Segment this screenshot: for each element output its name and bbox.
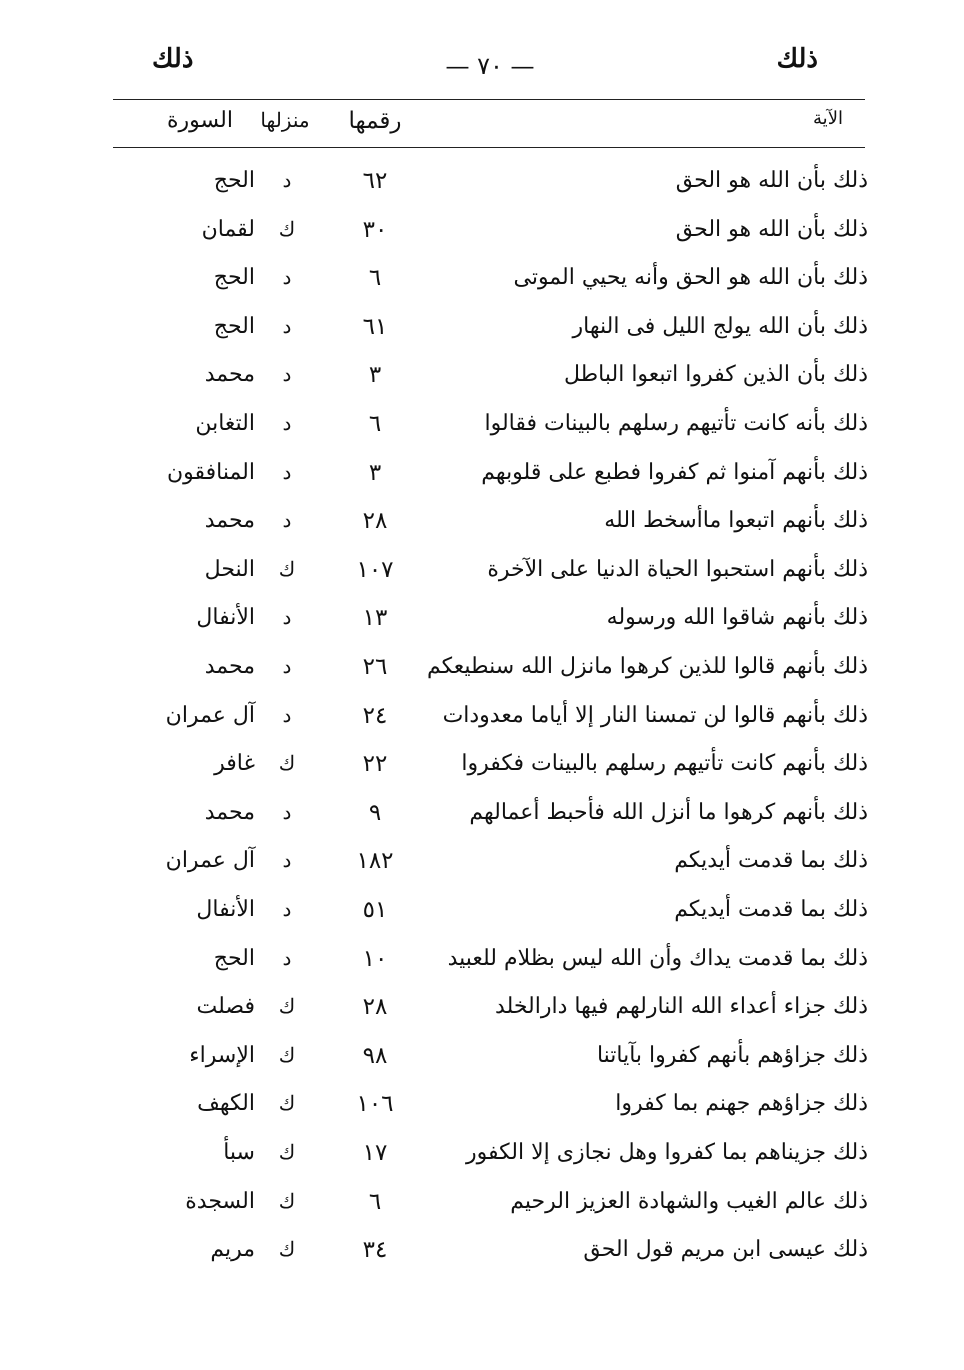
sura-name: التغابن [195, 411, 255, 436]
revelation-place: د [282, 848, 292, 873]
verse-text: ذلك بأن الله هو الحق وأنه يحيي الموتى [513, 265, 868, 291]
column-header-place: منزلها [260, 108, 310, 132]
sura-name: محمد [204, 654, 255, 679]
sura-name: آل عمران [165, 702, 255, 728]
revelation-place: ك [278, 556, 296, 581]
sura-name: المنافقون [166, 459, 255, 485]
table-row [0, 605, 964, 645]
verse-number: ٢٢ [362, 751, 388, 778]
sura-name: لقمان [201, 216, 255, 242]
verse-text: ذلك بأنهم آمنوا ثم كفروا فطبع على قلوبهم [481, 459, 868, 485]
page-number: — ٧٠ — [445, 52, 535, 80]
revelation-place: د [282, 605, 292, 630]
verse-number: ١٠٦ [356, 1091, 394, 1118]
revelation-place: ك [278, 1042, 296, 1067]
table-row [0, 557, 964, 597]
table-row [0, 897, 964, 937]
verse-text: ذلك بأن الله يولج الليل فى النهار [572, 313, 868, 339]
revelation-place: ك [278, 1188, 296, 1213]
sura-name: الحج [213, 313, 255, 339]
verse-number: ٩٨ [362, 1042, 388, 1069]
revelation-place: ك [278, 1091, 296, 1116]
verse-number: ٣ [368, 362, 382, 389]
revelation-place: ك [278, 994, 296, 1019]
revelation-place: د [282, 654, 292, 678]
verse-text: ذلك عالم الغيب والشهادة العزيز الرحيم [510, 1188, 868, 1214]
table-row [0, 411, 964, 451]
verse-text: ذلك بأنهم قالوا لن تمسنا النار إلا أياما معدودات [442, 702, 868, 728]
table-row [0, 1189, 964, 1229]
sura-name: السجدة [185, 1188, 255, 1214]
revelation-place: د [282, 799, 292, 824]
verse-number: ٦١ [362, 313, 388, 340]
sura-name: الأنفال [196, 897, 255, 922]
verse-number: ٣ [368, 459, 382, 486]
revelation-place: د [282, 459, 292, 484]
verse-number: ٥١ [362, 897, 388, 923]
table-row [0, 217, 964, 257]
column-header-verse: الآية [813, 108, 843, 129]
verse-text: ذلك بأنهم استحبوا الحياة الدنيا على الآخرة [487, 556, 868, 582]
verse-text: ذلك بأنهم قالوا للذين كرهوا مانزل الله سنطيعكم [426, 654, 868, 679]
verse-number: ٢٤ [362, 702, 388, 729]
revelation-place: ك [278, 1140, 296, 1164]
revelation-place: د [282, 702, 292, 727]
sura-name: محمد [204, 362, 255, 388]
revelation-place: د [282, 168, 292, 192]
verse-text: ذلك جزاء أعداء الله النارلهم فيها دارالخلد [495, 994, 868, 1020]
sura-name: الحج [213, 168, 255, 193]
header-rule-top [113, 99, 865, 100]
table-row [0, 1091, 964, 1131]
revelation-place: د [282, 945, 292, 970]
sura-name: الكهف [197, 1091, 255, 1117]
verse-text: ذلك بأن الله هو الحق [675, 168, 868, 193]
verse-text: ذلك بما قدمت أيديكم [674, 848, 868, 874]
sura-name: مريم [210, 1237, 255, 1263]
verse-text: ذلك بأنهم كانت تأتيهم رسلهم بالبينات فكفروا [461, 751, 868, 777]
sura-name: الأنفال [196, 605, 255, 631]
sura-name: سبأ [223, 1140, 255, 1165]
verse-number: ٢٨ [362, 508, 388, 535]
table-row [0, 168, 964, 208]
table-row [0, 800, 964, 840]
verse-text: ذلك جزاؤهم بأنهم كفروا بآياتنا [596, 1042, 868, 1068]
verse-number: ٦ [368, 1188, 382, 1215]
verse-text: ذلك عيسى ابن مريم قول الحق [583, 1237, 868, 1263]
revelation-place: د [282, 411, 292, 435]
verse-number: ١٣ [362, 605, 388, 632]
column-header-sura: السورة [167, 108, 233, 133]
table-row [0, 946, 964, 986]
verse-number: ٢٦ [362, 654, 388, 680]
verse-number: ٦ [368, 265, 382, 292]
table-row [0, 1140, 964, 1180]
verse-number: ٦ [368, 411, 382, 437]
sura-name: النحل [204, 556, 255, 582]
sura-name: الحج [213, 945, 255, 971]
revelation-place: د [282, 508, 292, 533]
verse-number: ١٨٢ [356, 848, 394, 875]
header-rule-bottom [113, 147, 865, 148]
table-row [0, 508, 964, 548]
revelation-place: ك [278, 751, 296, 776]
table-row [0, 1043, 964, 1083]
revelation-place: ك [278, 1237, 296, 1262]
running-head-right: ذلك [776, 44, 818, 74]
sura-name: آل عمران [165, 848, 255, 874]
table-row [0, 994, 964, 1034]
sura-name: محمد [204, 799, 255, 825]
sura-name: محمد [204, 508, 255, 534]
verse-text: ذلك بأنه كانت تأتيهم رسلهم بالبينات فقالوا [484, 411, 868, 436]
verse-text: ذلك بأن الذين كفروا اتبعوا الباطل [564, 362, 868, 388]
verse-number: ١٧ [362, 1140, 388, 1166]
sura-name: فصلت [196, 994, 255, 1020]
verse-text: ذلك بأنهم شاقوا الله ورسوله [606, 605, 868, 631]
sura-name: الحج [213, 265, 255, 291]
revelation-place: د [282, 313, 292, 338]
table-row [0, 751, 964, 791]
revelation-place: ك [278, 216, 296, 241]
verse-number: ١٠٧ [356, 556, 394, 583]
verse-text: ذلك جزاؤهم جهنم بما كفروا [615, 1091, 868, 1117]
revelation-place: د [282, 362, 292, 387]
verse-text: ذلك جزيناهم بما كفروا وهل نجازى إلا الكفور [466, 1140, 868, 1165]
running-head-left: ذلك [152, 44, 194, 74]
table-row [0, 314, 964, 354]
verse-number: ١٠ [362, 945, 388, 972]
table-row [0, 362, 964, 402]
verse-number: ٣٠ [362, 216, 388, 243]
verse-text: ذلك بأنهم اتبعوا ماأسخط الله [604, 508, 868, 534]
verse-text: ذلك بما قدمت أيديكم [674, 897, 868, 922]
table-row [0, 703, 964, 743]
verse-number: ٦٢ [362, 168, 388, 194]
verse-text: ذلك بما قدمت يداك وأن الله ليس بظلام للعبيد [447, 945, 868, 971]
revelation-place: د [282, 897, 292, 921]
table-row [0, 460, 964, 500]
revelation-place: د [282, 265, 292, 290]
verse-number: ٢٨ [362, 994, 388, 1021]
table-row [0, 265, 964, 305]
column-header-number: رقمها [348, 108, 402, 134]
verse-text: ذلك بأن الله هو الحق [675, 216, 868, 242]
verse-number: ٣٤ [362, 1237, 388, 1264]
sura-name: غافر [214, 751, 255, 777]
sura-name: الإسراء [189, 1042, 255, 1068]
verse-text: ذلك بأنهم كرهوا ما أنزل الله فأحبط أعمالهم [469, 799, 868, 825]
verse-number: ٩ [368, 799, 382, 826]
table-row [0, 654, 964, 694]
table-row [0, 848, 964, 888]
table-row [0, 1237, 964, 1277]
